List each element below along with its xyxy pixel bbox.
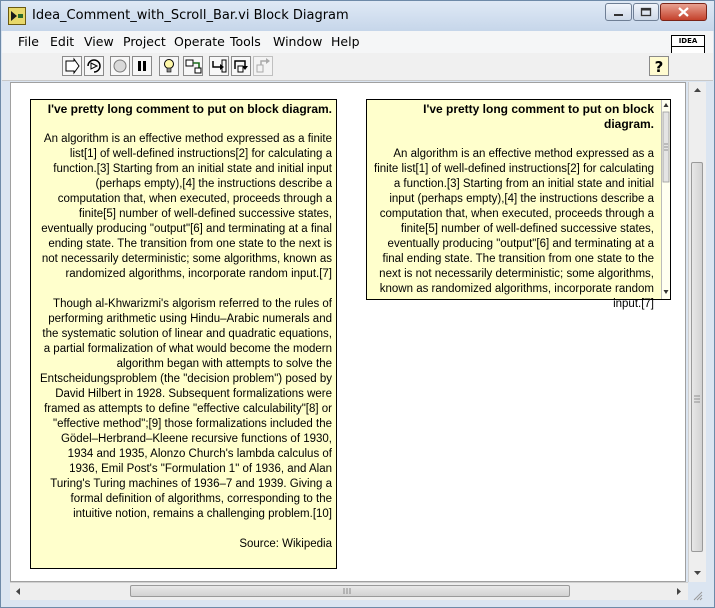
comment-right-paragraph-1: An algorithm is an effective method expressed as a finite list[1] of well-defined instructions[2] for calculating a function.[3] Starting from an initial state and initial input (perhaps empty),[4] the instructions describe a computation that, when executed, proceeds through a finite[5] number of well-defined successive states, eventually producing "output"[6] and terminating at a final ending state. The transition from one state to the next is not necessarily deterministic; some algorithms, known as randomized algorithms, incorporate random input.[7]: [374, 148, 654, 310]
vertical-scrollbar[interactable]: [688, 82, 706, 582]
run-icon: [63, 57, 81, 75]
window-title: Idea_Comment_with_Scroll_Bar.vi Block Diagram: [32, 8, 349, 23]
step-out-icon: [254, 57, 272, 75]
step-out-button[interactable]: [253, 56, 273, 76]
menu-project[interactable]: Project: [123, 34, 166, 49]
retain-wire-values-button[interactable]: [183, 56, 203, 76]
pause-icon: [133, 57, 151, 75]
toolbar: [2, 53, 713, 81]
abort-button[interactable]: [110, 56, 130, 76]
comment-left-paragraph-2: Though al-Khwarizmi's algorism referred to the rules of performing arithmetic using Hindu–Arabic numerals and the systematic solution of linear and quadratic equations, a partial formalization of what would become the modern algorithm began with attempts to solve the Entscheidungsproblem (the "decision problem") posed by David Hilbert in 1928. Subsequent formalizations were framed as attempts to define "effective calculability"[8] or "effective method";[9] those formalizations included the Gödel–Herbrand–Kleene recursive functions of 1930, 1934 and 1935, Alonzo Church's lambda calculus of 1936, Emil Post's "Formulation 1" of 1936, and Alan Turing's Turing machines of 1936–7 and 1939. Giving a formal definition of algorithms, corresponding to the intuitive notion, remains a challenging problem.[10]: [40, 298, 332, 520]
abort-icon: [111, 57, 129, 75]
vi-icon-label: IDEA: [672, 36, 704, 47]
menu-help[interactable]: Help: [331, 34, 360, 49]
scroll-up-icon[interactable]: [689, 83, 706, 97]
minimize-icon: [606, 4, 631, 20]
comment-scroll-down-icon: [664, 290, 669, 294]
scroll-right-icon[interactable]: [672, 583, 686, 600]
pause-button[interactable]: [132, 56, 152, 76]
horizontal-scroll-thumb[interactable]: [130, 585, 570, 597]
run-continuously-button[interactable]: [84, 56, 104, 76]
run-continuously-icon: [85, 57, 103, 75]
minimize-button[interactable]: [605, 3, 632, 21]
close-button[interactable]: [660, 3, 707, 21]
highlight-execution-button[interactable]: [159, 56, 179, 76]
highlight-execution-icon: [160, 57, 178, 75]
close-icon: [661, 4, 706, 20]
block-diagram-canvas[interactable]: [10, 82, 686, 582]
maximize-icon: [634, 4, 658, 20]
scroll-down-icon[interactable]: [689, 566, 706, 580]
step-into-button[interactable]: [209, 56, 229, 76]
comment-left-source: Source: Wikipedia: [239, 538, 332, 550]
menu-operate[interactable]: Operate: [174, 34, 225, 49]
menu-view[interactable]: View: [84, 34, 114, 49]
comment-right-title: I've pretty long comment to put on block diagram.: [423, 102, 654, 131]
menu-edit[interactable]: Edit: [50, 34, 75, 49]
step-over-icon: [232, 57, 250, 75]
run-button[interactable]: [62, 56, 82, 76]
context-help-button[interactable]: [649, 56, 669, 76]
context-help-icon: [650, 57, 668, 75]
menu-file[interactable]: File: [18, 34, 39, 49]
scroll-left-icon[interactable]: [11, 583, 25, 600]
step-over-button[interactable]: [231, 56, 251, 76]
maximize-button[interactable]: [633, 3, 659, 21]
title-bar[interactable]: [1, 1, 714, 31]
comment-box-left[interactable]: [30, 99, 337, 569]
horizontal-scrollbar[interactable]: [10, 582, 688, 600]
comment-left-paragraph-1: An algorithm is an effective method expressed as a finite list[1] of well-defined instructions[2] for calculating a function.[3] Starting from an initial state and initial input (perhaps empty),[4] the instructions describe a computation that, when executed, proceeds through a finite[5] number of well-defined successive states, eventually producing "output"[6] and terminating at a final ending state. The transition from one state to the next is not necessarily deterministic; some algorithms, known as randomized algorithms, incorporate random input.[7]: [41, 133, 332, 280]
retain-wire-values-icon: [184, 57, 202, 75]
resize-grip-icon[interactable]: [691, 589, 703, 601]
svg-text:?: ?: [654, 58, 664, 75]
comment-box-right[interactable]: [366, 99, 671, 310]
comment-scroll-up-icon: [664, 103, 669, 107]
comment-scrollbar[interactable]: [661, 100, 670, 299]
menu-tools[interactable]: Tools: [230, 34, 261, 49]
vertical-scroll-thumb[interactable]: [691, 162, 703, 552]
step-into-icon: [210, 57, 228, 75]
comment-left-title: I've pretty long comment to put on block diagram.: [47, 102, 332, 116]
menu-bar: [2, 31, 713, 53]
labview-block-diagram-icon: [8, 7, 26, 25]
menu-window[interactable]: Window: [273, 34, 323, 49]
